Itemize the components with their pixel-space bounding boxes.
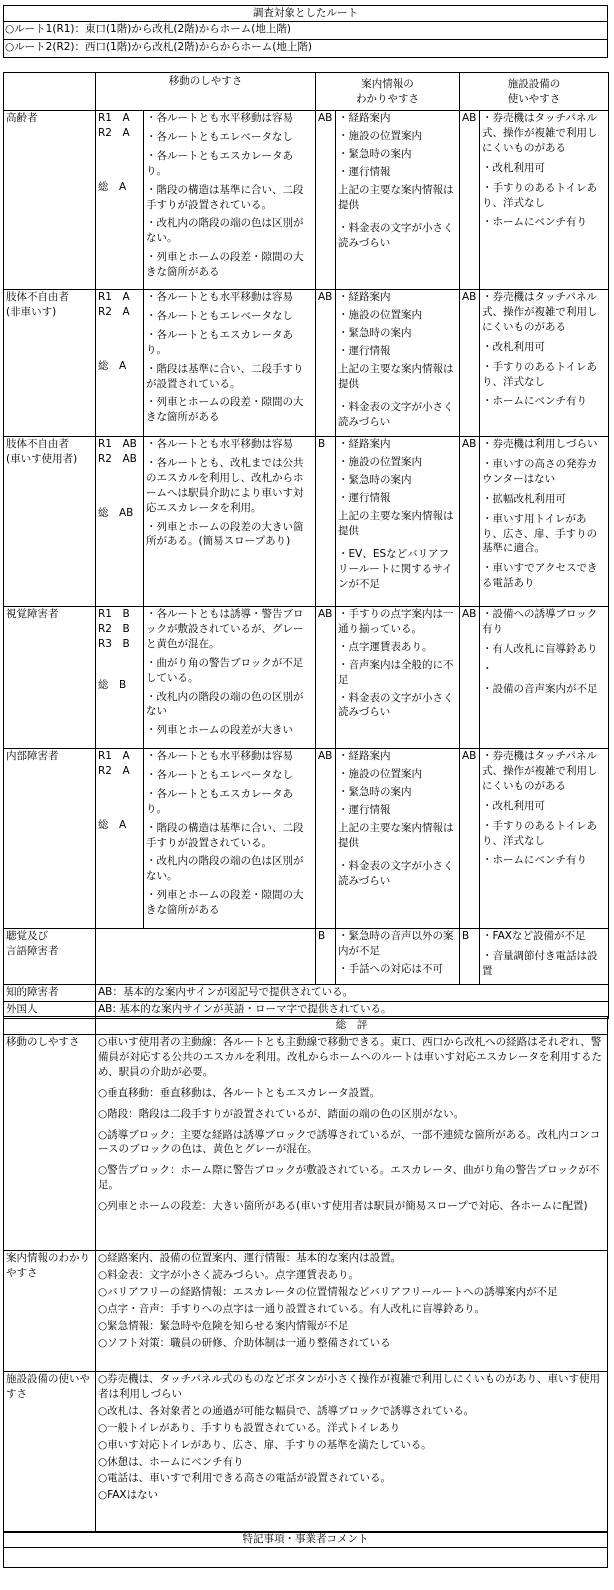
- intellectual-text: AB：基本的な案内サインが図記号で提供されている。: [96, 984, 609, 1001]
- guidance-note: ・運行情報: [338, 165, 391, 178]
- header-guidance-line1: 案内情報の: [361, 77, 414, 90]
- review-item: ○料金表：文字が小さく読みづらい。点字運賃表あり。: [98, 1268, 359, 1281]
- guidance-note: ・料金表の文字が小さく読みづらい: [338, 401, 454, 429]
- facility-note: ・改札利用可: [482, 161, 545, 174]
- mobility-note: ・各ルートともエスカレータあり。: [146, 328, 293, 356]
- mobility-ratings: [96, 290, 144, 437]
- group-name-line: 聴覚及び: [6, 930, 48, 942]
- mobility-note: ・改札内の階段の端の色の区別がない: [146, 690, 304, 718]
- facility-note: ・ホームにベンチ有り: [482, 854, 587, 867]
- facility-rating: AB: [460, 290, 480, 437]
- route-rating: R2 A: [98, 305, 130, 318]
- review-item: ○FAXはない: [98, 1489, 159, 1502]
- route-rating: 総 AB: [98, 506, 134, 519]
- guidance-note: ・緊急時の音声以外の案内が不足: [338, 930, 454, 957]
- mobility-note: ・各ルートとも水平移動は容易: [146, 750, 293, 762]
- review-item: ○車いす対応トイレがあり、広さ、扉、手すりの基準を満たしている。: [98, 1438, 432, 1451]
- group-name: [4, 749, 96, 929]
- review-item: ○点字・音声：手すりへの点字は一通り設置されている。有人改札に盲導鈴あり。: [98, 1302, 486, 1315]
- mobility-note: ・各ルートとも、改札までは公共のエスカルを利用し、改札からホームへは駅員介助により車いす対応エスカレータを利用。: [146, 456, 304, 514]
- review-content: [96, 1251, 608, 1372]
- review-item: ○車いす使用者の主動線：各ルートとも主動線で移動できる。東口、西口から改札への経路はそれぞれ、警備員が対応する公共のエスカルを利用。改札からホームへのルートは車いす対応エスカレータを利用するため、駅員の介助が必要。: [98, 1036, 602, 1078]
- mobility-ratings: [96, 749, 144, 929]
- facility-note: ・手すりのあるトイレあり、洋式なし: [482, 819, 597, 847]
- guidance-note: ・施設の位置案内: [338, 308, 422, 321]
- guidance-note: [338, 215, 457, 218]
- review-header-blank: [4, 1017, 96, 1035]
- mobility-note: ・改札内の階段の端の色は区別がない。: [146, 855, 304, 883]
- header-guidance-line2: わかりやすさ: [356, 92, 419, 105]
- guidance-note: ・運行情報: [338, 344, 391, 357]
- group-name-line: (非車いす): [6, 305, 57, 318]
- route-rating: R2 B: [98, 622, 130, 635]
- mobility-notes: [144, 607, 316, 749]
- facility-rating: AB: [460, 749, 480, 929]
- review-table: [3, 1016, 608, 1533]
- guidance-note: 上記の主要な案内情報は提供: [338, 821, 454, 849]
- guidance-note: ・手すりの点字案内は一通り揃っている。: [338, 608, 454, 635]
- facility-note: ・手すりのあるトイレあり、洋式なし: [482, 181, 597, 209]
- route-rating: R1 B: [98, 608, 130, 620]
- facility-note: ・拡幅改札利用可: [482, 492, 566, 505]
- guidance-note: ・経路案内: [338, 291, 391, 303]
- route-rating: [98, 480, 141, 493]
- mobility-note: ・各ルートとも水平移動は容易: [146, 438, 293, 450]
- facility-notes: [480, 111, 609, 290]
- mobility-note: ・各ルートともは誘導・警告ブロックが敷設されているが、グレーと黄色が混在。: [146, 608, 304, 650]
- guidance-rating: B: [316, 437, 336, 607]
- evaluation-table: [3, 72, 609, 1019]
- mobility-note: ・各ルートとも水平移動は容易: [146, 112, 293, 124]
- guidance-note: ・施設の位置案内: [338, 767, 422, 780]
- header-blank: [4, 73, 96, 111]
- route-rating: R2 A: [98, 126, 130, 139]
- review-header-row: [4, 1017, 608, 1035]
- group-name-line: 言語障害者: [6, 944, 59, 957]
- mobility-ratings: [96, 607, 144, 749]
- facility-note: ・車いすでアクセスできる電話あり: [482, 562, 598, 590]
- guidance-note: [338, 394, 457, 397]
- route-rating: 総 B: [98, 678, 127, 691]
- facility-note: ・券売機はタッチパネル式、操作が複雑で利用しにくいものがある: [482, 112, 598, 154]
- review-content: [96, 1035, 608, 1251]
- mobility-note: ・列車とホームの段差・隙間の大きな箇所がある: [146, 396, 304, 424]
- route-rating: [98, 665, 141, 678]
- foreigners-text: AB: 基本的な案内サインが英語・ローマ字で提供されている。: [96, 1001, 609, 1018]
- review-item: ○誘導ブロック：主要な経路は誘導ブロックで誘導されているが、一部不連続な箇所がある。改札内コンコースのブロックの色は、黄色とグレーが混在。: [98, 1128, 601, 1156]
- facility-note: ・改札利用可: [482, 799, 545, 812]
- facility-note: ・券売機はタッチパネル式、操作が複雑で利用しにくいものがある: [482, 291, 598, 333]
- review-row: [4, 1251, 608, 1372]
- mobility-empty: [96, 929, 316, 985]
- guidance-notes: [336, 290, 460, 437]
- group-row: [4, 437, 609, 607]
- review-item: ○ソフト対策：職員の研修、介助体制は一通り整備されている: [98, 1336, 391, 1349]
- facility-note: ・車いすの高さの発券カウンターはない: [482, 457, 598, 485]
- mobility-note: ・列車とホームの段差・隙間の大きな箇所がある: [146, 889, 304, 917]
- facility-note: ・券売機はタッチパネル式、操作が複雑で利用しにくいものがある: [482, 750, 598, 792]
- mobility-notes: [144, 749, 316, 929]
- review-item: ○改札は、各対象者との通過が可能な幅員で、誘導ブロックで誘導されている。: [98, 1404, 475, 1417]
- review-title: 総 評: [96, 1017, 608, 1035]
- facility-note: ・手すりのあるトイレあり、洋式なし: [482, 360, 597, 388]
- mobility-note: ・曲がり角の警告ブロックが不足している。: [146, 656, 304, 684]
- guidance-note: ・運行情報: [338, 491, 391, 504]
- guidance-note: 上記の主要な案内情報は提供: [338, 362, 454, 390]
- group-name: [4, 290, 96, 437]
- mobility-note: ・列車とホームの段差・隙間の大きな箇所がある: [146, 251, 304, 279]
- review-item: ○経路案内、設備の位置案内、運行情報：基本的な案内は設置。: [98, 1252, 402, 1264]
- review-item: ○バリアフリーの経路情報：エスカレータの位置情報などバリアフリールートへの誘導案内が不足: [98, 1285, 558, 1298]
- guidance-notes: [336, 111, 460, 290]
- facility-note: ・ホームにベンチ有り: [482, 395, 587, 408]
- guidance-note: ・音声案内は全般的に不足: [338, 658, 454, 686]
- guidance-note: ・経路案内: [338, 750, 391, 762]
- facility-rating: B: [460, 929, 480, 985]
- review-label: 案内情報のわかりやすさ: [4, 1251, 96, 1372]
- guidance-note: ・EV、ESなどバリアフリールートに関するサインが不足: [338, 548, 453, 591]
- route-rating: [98, 779, 141, 792]
- review-row: [4, 1035, 608, 1251]
- header-facility: [460, 73, 609, 111]
- group-row: [4, 290, 609, 437]
- guidance-rating: AB: [316, 111, 336, 290]
- group-name-line: 視覚障害者: [6, 608, 59, 620]
- mobility-ratings: [96, 111, 144, 290]
- route-rating: [98, 792, 141, 805]
- facility-note: ・: [482, 662, 493, 675]
- guidance-notes: [336, 607, 460, 749]
- mobility-note: ・各ルートとも水平移動は容易: [146, 291, 293, 303]
- guidance-note: ・手話への対応は不可: [338, 962, 443, 975]
- route-table: [3, 5, 608, 58]
- group-name-line: 内部障害者: [6, 750, 59, 762]
- review-item: ○垂直移動：垂直移動は、各ルートともエスカレータ設置。: [98, 1086, 381, 1099]
- foreigners-label: 外国人: [4, 1001, 96, 1018]
- route-rating: 総 A: [98, 818, 127, 831]
- remarks-title: 特記事項・事業者コメント: [4, 1532, 608, 1548]
- route-rating: 総 A: [98, 180, 127, 193]
- header-facility-line2: 使いやすさ: [507, 92, 561, 105]
- route-rating: [98, 154, 141, 167]
- group-name-line: 肢体不自由者: [6, 291, 69, 303]
- route-rating: [98, 320, 141, 333]
- mobility-note: ・列車とホームの段差が大きい: [146, 724, 293, 737]
- facility-note: ・券売機は利用しづらい: [482, 438, 598, 450]
- route-1: ○ルート1(R1)：東口(1階)から改札(2階)からホーム(地上階): [4, 21, 608, 39]
- guidance-note: ・緊急時の案内: [338, 473, 412, 486]
- group-name-line: 高齢者: [6, 112, 38, 124]
- guidance-rating: B: [316, 929, 336, 985]
- group-name: [4, 929, 96, 985]
- mobility-note: ・階段は基準に合い、二段手すりが設置されている。: [146, 362, 304, 390]
- route-rating: R1 A: [98, 291, 130, 303]
- header-facility-line1: 施設設備の: [507, 77, 561, 90]
- route-rating: [98, 167, 141, 180]
- group-row: [4, 929, 609, 985]
- review-row: [4, 1372, 608, 1533]
- review-item: ○緊急情報：緊急時や危険を知らせる案内情報が不足: [98, 1319, 349, 1332]
- group-name-line: (車いす使用者): [6, 452, 78, 465]
- mobility-note: ・各ルートともエレベータなし: [146, 768, 293, 781]
- route-rating: [98, 467, 141, 480]
- group-name: [4, 437, 96, 607]
- route-rating: R1 A: [98, 112, 130, 124]
- guidance-note: ・料金表の文字が小さく読みづらい: [338, 222, 454, 250]
- route-rating: [98, 141, 141, 154]
- route-rating: R2 AB: [98, 452, 137, 465]
- facility-rating: AB: [460, 607, 480, 749]
- facility-note: ・有人改札に盲導鈴あり: [482, 642, 598, 655]
- facility-note: ・車いす用トイレがあり、広さ、扉、手すりの基準に適合。: [482, 512, 598, 555]
- header-row: [4, 73, 609, 111]
- guidance-note: 上記の主要な案内情報は提供: [338, 509, 454, 537]
- route-title: 調査対象としたルート: [4, 6, 608, 22]
- route-rating: R3 B: [98, 637, 130, 650]
- facility-rating: AB: [460, 111, 480, 290]
- guidance-note: ・施設の位置案内: [338, 129, 422, 142]
- mobility-note: ・各ルートともエレベータなし: [146, 309, 293, 322]
- intellectual-label: 知的障害者: [4, 984, 96, 1001]
- group-row: [4, 111, 609, 290]
- mobility-notes: [144, 111, 316, 290]
- route-rating: [98, 833, 141, 846]
- facility-notes: [480, 290, 609, 437]
- facility-note: ・音量調節付き電話は設置: [482, 949, 598, 977]
- route-rating: R2 A: [98, 764, 130, 777]
- review-item: ○休憩は、ホームにベンチ有り: [98, 1455, 244, 1468]
- review-item: ○階段：階段は二段手すりが設置されているが、踏面の端の色の区別がない。: [98, 1107, 465, 1120]
- mobility-note: ・階段の構造は基準に合い、二段手すりが設置されている。: [146, 821, 304, 849]
- guidance-note: ・経路案内: [338, 112, 391, 124]
- facility-note: ・FAXなど設備が不足: [482, 930, 586, 942]
- guidance-notes: [336, 749, 460, 929]
- route-rating: [98, 333, 141, 346]
- facility-note: ・ホームにベンチ有り: [482, 216, 587, 229]
- mobility-notes: [144, 437, 316, 607]
- guidance-notes: [336, 437, 460, 607]
- facility-notes: [480, 749, 609, 929]
- mobility-ratings: [96, 437, 144, 607]
- guidance-notes: [336, 929, 460, 985]
- mobility-notes: [144, 290, 316, 437]
- group-row: [4, 607, 609, 749]
- header-guidance: [316, 73, 460, 111]
- mobility-note: ・列車とホームの段差の大きい箇所がある。(簡易スロープあり): [146, 520, 304, 548]
- guidance-rating: AB: [316, 607, 336, 749]
- route-rating: R1 A: [98, 750, 130, 762]
- review-item: ○列車とホームの段差：大きい箇所がある(車いす使用者は駅員が簡易スロープで対応、各ホームに配置): [98, 1200, 588, 1213]
- route-rating: [98, 805, 141, 818]
- group-name: [4, 607, 96, 749]
- guidance-note: ・施設の位置案内: [338, 455, 422, 468]
- review-label: 移動のしやすさ: [4, 1035, 96, 1251]
- route-rating: [98, 493, 141, 506]
- group-name: [4, 111, 96, 290]
- route-rating: 総 A: [98, 359, 127, 372]
- guidance-note: ・点字運賃表あり。: [338, 640, 433, 653]
- review-item: ○警告ブロック：ホーム際に警告ブロックが敷設されている。エスカレータ、曲がり角の警告ブロックが不足。: [98, 1164, 600, 1192]
- route-2: ○ルート2(R2)：西口(1階)から改札(2階)からからホーム(地上階): [4, 39, 608, 57]
- review-label: 施設設備の使いやすさ: [4, 1372, 96, 1533]
- facility-note: ・改札利用可: [482, 340, 545, 353]
- guidance-note: ・経路案内: [338, 438, 391, 450]
- facility-note: ・設備の音声案内が不足: [482, 682, 598, 695]
- review-content: [96, 1372, 608, 1533]
- guidance-note: [338, 541, 457, 544]
- intellectual-row: [4, 984, 609, 1001]
- group-row: [4, 749, 609, 929]
- mobility-note: ・階段の構造は基準に合い、二段手すりが設置されている。: [146, 183, 304, 211]
- facility-notes: [480, 607, 609, 749]
- guidance-note: ・緊急時の案内: [338, 147, 412, 160]
- group-name-line: 肢体不自由者: [6, 438, 69, 450]
- facility-note: ・設備への誘導ブロック有り: [482, 608, 598, 635]
- remarks-content: [4, 1547, 608, 1567]
- route-rating: [98, 346, 141, 359]
- review-item: ○券売機は、タッチパネル式のものなどボタンが小さく操作が複雑で利用しにくいものがあり、車いす使用者は利用しづらい: [98, 1373, 601, 1400]
- mobility-note: ・各ルートともエスカレータあり。: [146, 787, 293, 815]
- guidance-note: ・緊急時の案内: [338, 785, 412, 798]
- guidance-rating: AB: [316, 290, 336, 437]
- header-mobility: 移動のしやすさ: [96, 73, 316, 111]
- facility-notes: [480, 929, 609, 985]
- facility-notes: [480, 437, 609, 607]
- route-rating: [98, 195, 141, 208]
- guidance-note: [338, 853, 457, 856]
- guidance-note: ・料金表の文字が小さく読みづらい: [338, 860, 454, 888]
- facility-rating: AB: [460, 437, 480, 607]
- mobility-note: ・各ルートともエスカレータあり。: [146, 149, 293, 177]
- mobility-note: ・各ルートともエレベータなし: [146, 130, 293, 143]
- route-rating: R1 AB: [98, 438, 137, 450]
- guidance-note: ・料金表の文字が小さく読みづらい: [338, 691, 454, 719]
- guidance-note: ・緊急時の案内: [338, 326, 412, 339]
- guidance-note: 上記の主要な案内情報は提供: [338, 183, 454, 211]
- review-item: ○電話は、車いすで利用できる高さの電話が設置されている。: [98, 1472, 391, 1485]
- guidance-rating: AB: [316, 749, 336, 929]
- review-item: ○一般トイレがあり、手すりも設置されている。洋式トイレあり: [98, 1421, 401, 1434]
- guidance-note: ・運行情報: [338, 803, 391, 816]
- route-rating: [98, 652, 141, 665]
- remarks-table: [3, 1531, 608, 1568]
- mobility-note: ・改札内の階段の端の色は区別がない。: [146, 217, 304, 245]
